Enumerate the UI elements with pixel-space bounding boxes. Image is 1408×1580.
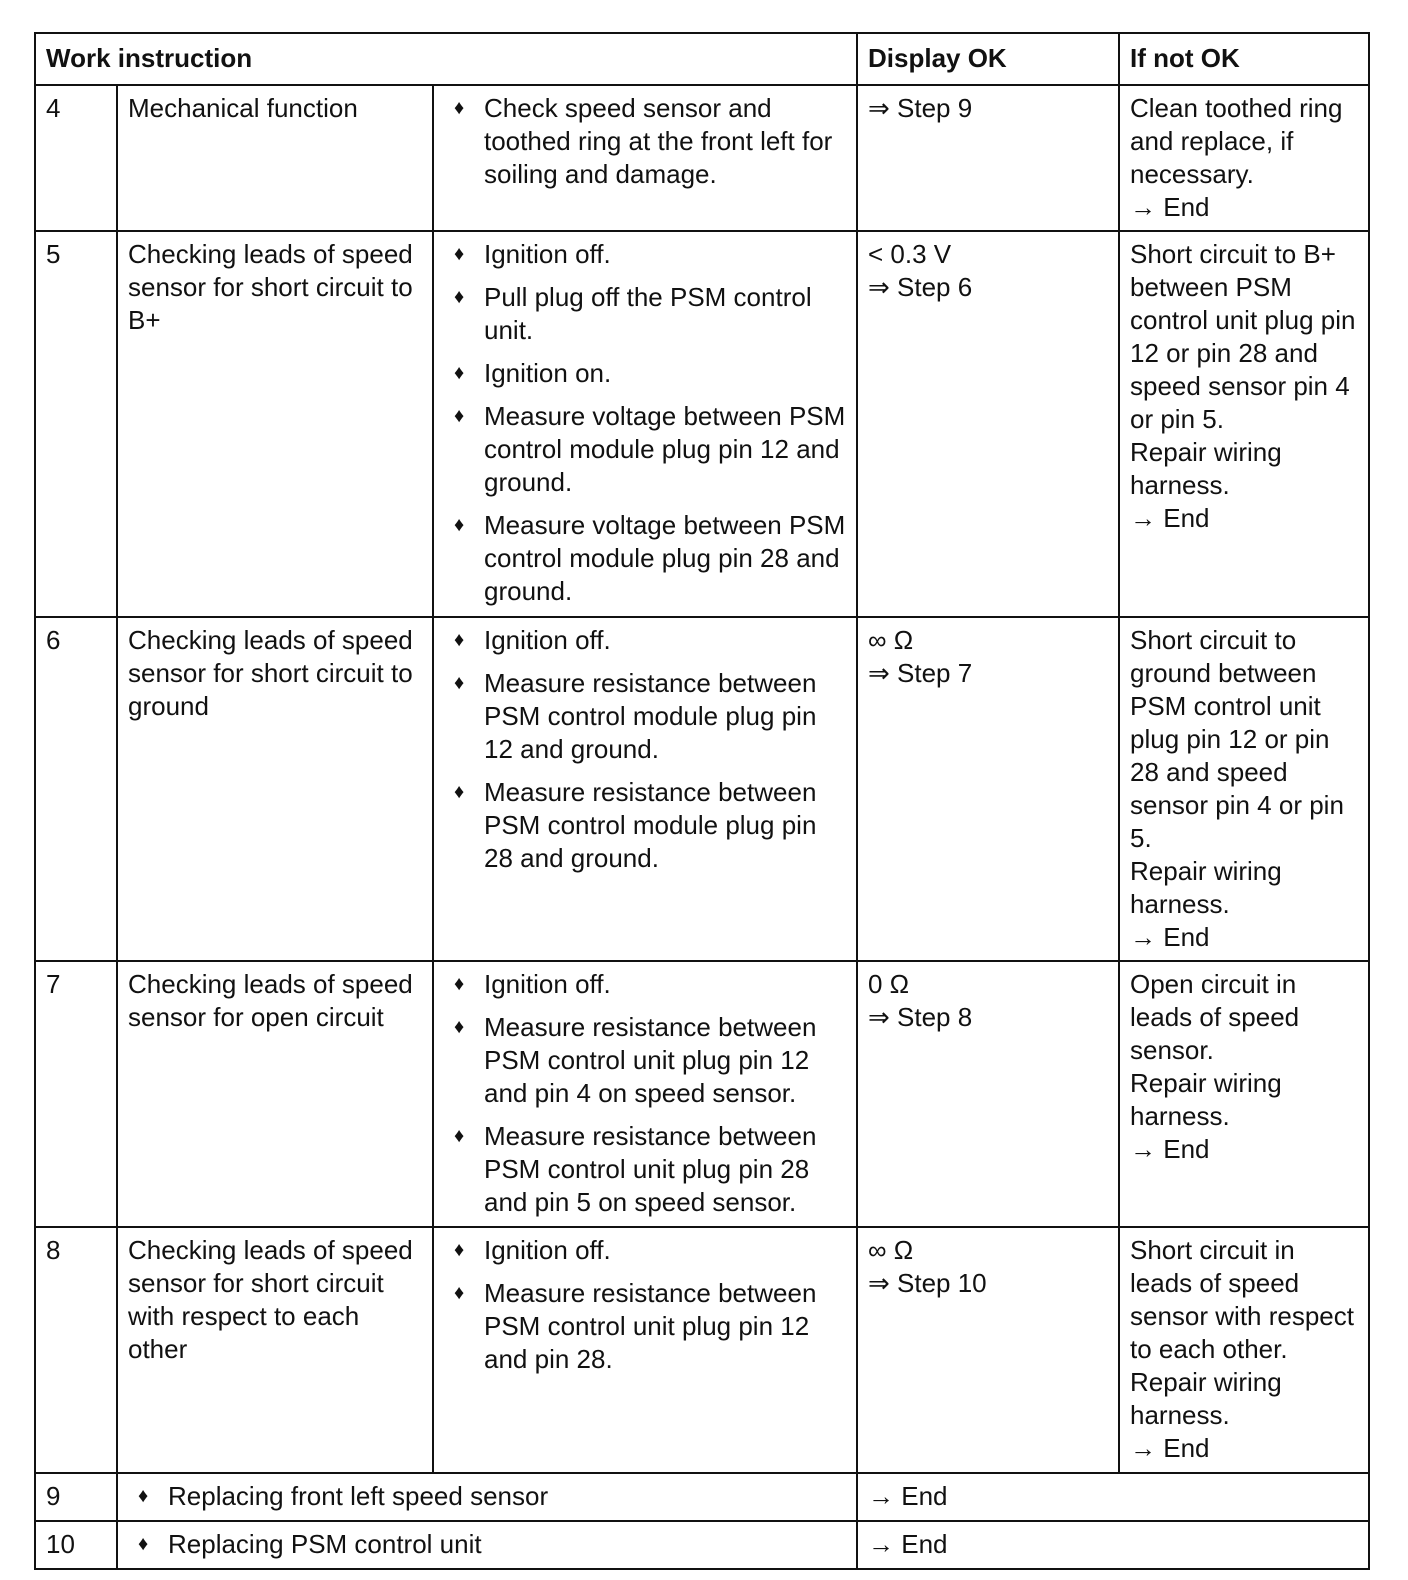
list-item [444, 1277, 846, 1376]
list-item [444, 509, 846, 608]
bullet-diamond-icon: ♦ [454, 781, 465, 803]
if-not-ok-text: → End [1130, 922, 1210, 952]
bullet-diamond-icon: ♦ [454, 973, 465, 995]
if-not-ok-text: → End [1130, 1134, 1210, 1164]
step-instructions [433, 1227, 857, 1473]
list-item [444, 238, 846, 271]
step-instructions [433, 961, 857, 1227]
bullet-diamond-icon: ♦ [454, 405, 465, 427]
if-not-ok-text: Repair wiring harness. [1130, 437, 1282, 500]
step-number: 5 [35, 231, 117, 617]
if-not-ok-cell [1119, 1227, 1369, 1473]
if-not-ok-text: Repair wiring harness. [1130, 1367, 1282, 1430]
display-ok-cell [857, 1227, 1119, 1473]
final-step-text: Replacing front left speed sensor [168, 1481, 549, 1511]
bullet-diamond-icon: ♦ [454, 286, 465, 308]
step-instructions [433, 85, 857, 231]
if-not-ok-cell [1119, 961, 1369, 1227]
step-number: 4 [35, 85, 117, 231]
instruction-text: Ignition off. [484, 969, 611, 999]
final-step-result: → End [857, 1521, 1369, 1569]
instruction-text: Measure resistance between PSM control unit plug pin 28 and pin 5 on speed sensor. [484, 1121, 817, 1217]
display-ok-text: ⇒ Step 10 [868, 1268, 987, 1298]
table-row [35, 961, 1369, 1227]
final-step-cell [117, 1473, 857, 1521]
instruction-text: Measure resistance between PSM control module plug pin 12 and ground. [484, 668, 817, 764]
list-item [444, 357, 846, 390]
instruction-text: Measure resistance between PSM control unit plug pin 12 and pin 28. [484, 1278, 817, 1374]
final-step-text: Replacing PSM control unit [168, 1529, 482, 1559]
if-not-ok-text: Short circuit to ground between PSM control unit plug pin 12 or pin 28 and speed sensor pin 4 or pin 5. [1130, 625, 1344, 853]
table-row [35, 85, 1369, 231]
table-row [35, 1227, 1369, 1473]
bullet-diamond-icon: ♦ [454, 1282, 465, 1304]
instruction-text: Check speed sensor and toothed ring at the front left for soiling and damage. [484, 93, 833, 189]
instruction-text: Pull plug off the PSM control unit. [484, 282, 812, 345]
if-not-ok-text: Short circuit to B+ between PSM control unit plug pin 12 or pin 28 and speed sensor pin 4 or pin 5. [1130, 239, 1356, 434]
display-ok-text: ⇒ Step 7 [868, 658, 973, 688]
bullet-diamond-icon: ♦ [454, 514, 465, 536]
bullet-diamond-icon: ♦ [138, 1533, 149, 1555]
if-not-ok-text: Open circuit in leads of speed sensor. [1130, 969, 1300, 1065]
if-not-ok-text: Repair wiring harness. [1130, 1068, 1282, 1131]
if-not-ok-text: → End [1130, 1433, 1210, 1463]
display-ok-text: ∞ Ω [868, 625, 914, 655]
bullet-diamond-icon: ♦ [454, 1239, 465, 1261]
table-row [35, 1473, 1369, 1521]
list-item [444, 968, 846, 1001]
step-instructions [433, 617, 857, 961]
bullet-diamond-icon: ♦ [454, 1016, 465, 1038]
instruction-text: Ignition on. [484, 358, 612, 388]
instruction-text: Measure resistance between PSM control module plug pin 28 and ground. [484, 777, 817, 873]
table-row [35, 1521, 1369, 1569]
list-item [444, 667, 846, 766]
step-number: 7 [35, 961, 117, 1227]
header-work-instruction: Work instruction [35, 33, 857, 85]
list-item [444, 92, 846, 191]
list-item [444, 400, 846, 499]
table-row [35, 231, 1369, 617]
bullet-diamond-icon: ♦ [454, 629, 465, 651]
display-ok-text: ⇒ Step 6 [868, 272, 973, 302]
header-display-ok: Display OK [857, 33, 1119, 85]
final-step-cell [117, 1521, 857, 1569]
display-ok-cell [857, 961, 1119, 1227]
if-not-ok-cell [1119, 85, 1369, 231]
display-ok-text: < 0.3 V [868, 239, 952, 269]
instruction-text: Ignition off. [484, 239, 611, 269]
list-item [444, 624, 846, 657]
bullet-diamond-icon: ♦ [454, 1125, 465, 1147]
if-not-ok-cell [1119, 617, 1369, 961]
bullet-diamond-icon: ♦ [454, 672, 465, 694]
instruction-text: Ignition off. [484, 1235, 611, 1265]
display-ok-cell [857, 85, 1119, 231]
instruction-text: Measure resistance between PSM control unit plug pin 12 and pin 4 on speed sensor. [484, 1012, 817, 1108]
list-item [444, 1120, 846, 1219]
step-title: Checking leads of speed sensor for open circuit [117, 961, 433, 1227]
bullet-diamond-icon: ♦ [138, 1485, 149, 1507]
list-item [444, 281, 846, 347]
display-ok-text: 0 Ω [868, 969, 910, 999]
bullet-diamond-icon: ♦ [454, 97, 465, 119]
if-not-ok-text: Repair wiring harness. [1130, 856, 1282, 919]
list-item [444, 1011, 846, 1110]
work-instruction-table [34, 32, 1370, 1570]
step-number: 8 [35, 1227, 117, 1473]
header-if-not-ok: If not OK [1119, 33, 1369, 85]
header-row [35, 33, 1369, 85]
if-not-ok-text: → End [1130, 503, 1210, 533]
step-instructions [433, 231, 857, 617]
step-number: 9 [35, 1473, 117, 1521]
display-ok-text: ⇒ Step 8 [868, 1002, 973, 1032]
display-ok-cell [857, 617, 1119, 961]
step-title: Checking leads of speed sensor for short circuit to ground [117, 617, 433, 961]
step-number: 6 [35, 617, 117, 961]
step-title: Checking leads of speed sensor for short circuit with respect to each other [117, 1227, 433, 1473]
list-item [444, 1234, 846, 1267]
step-number: 10 [35, 1521, 117, 1569]
if-not-ok-text: Clean toothed ring and replace, if necessary. [1130, 93, 1343, 189]
list-item [444, 776, 846, 875]
bullet-diamond-icon: ♦ [454, 243, 465, 265]
display-ok-text: ∞ Ω [868, 1235, 914, 1265]
display-ok-cell [857, 231, 1119, 617]
instruction-text: Ignition off. [484, 625, 611, 655]
step-title: Checking leads of speed sensor for short circuit to B+ [117, 231, 433, 617]
instruction-text: Measure voltage between PSM control module plug pin 28 and ground. [484, 510, 846, 606]
display-ok-text: ⇒ Step 9 [868, 93, 973, 123]
if-not-ok-cell [1119, 231, 1369, 617]
if-not-ok-text: Short circuit in leads of speed sensor with respect to each other. [1130, 1235, 1354, 1364]
table-row [35, 617, 1369, 961]
bullet-diamond-icon: ♦ [454, 362, 465, 384]
instruction-text: Measure voltage between PSM control module plug pin 12 and ground. [484, 401, 846, 497]
step-title: Mechanical function [117, 85, 433, 231]
final-step-result: → End [857, 1473, 1369, 1521]
if-not-ok-text: → End [1130, 192, 1210, 222]
